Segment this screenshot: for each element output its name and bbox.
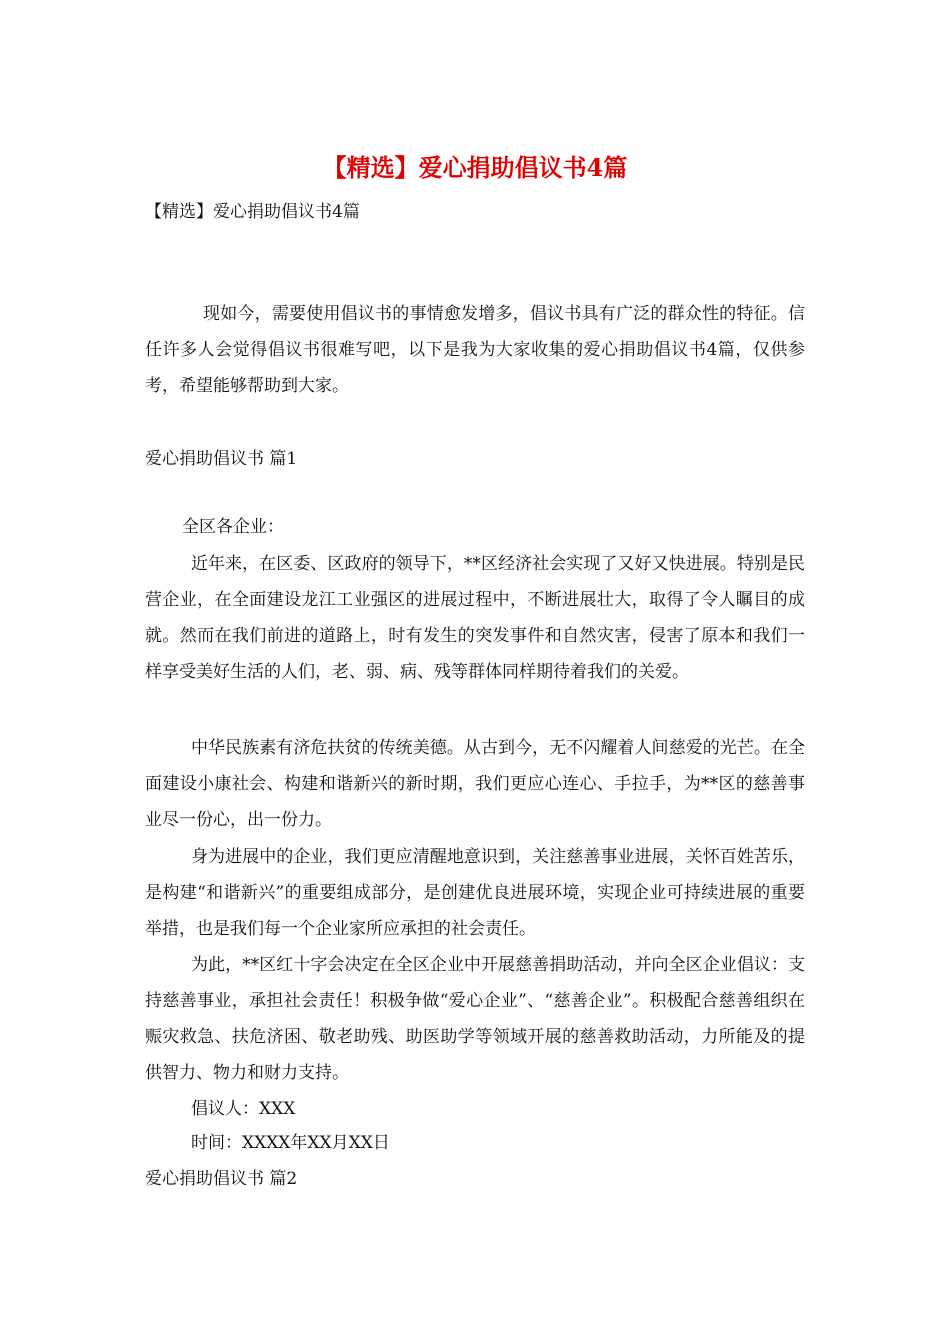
initiator-line: 倡议人：XXX [191,1099,296,1119]
body-paragraph-4: 为此，**区红十字会决定在全区企业中开展慈善捐助活动，并向全区企业倡议：支持慈善事业，承担社会责任！积极争做“爱心企业”、“慈善企业”。积极配合慈善组织在赈灾救急、扶危济困、敬老助残、助医助学等领域开展的慈善救助活动，力所能及的提供智力、物力和财力支持。 [145,955,805,1083]
document-title: 【精选】爱心捐助倡议书4篇 [322,153,628,182]
date-line: 时间：XXXX年XX月XX日 [191,1133,390,1153]
section-heading-1: 爱心捐助倡议书 篇1 [145,449,298,469]
intro-paragraph: 现如今，需要使用倡议书的事情愈发增多，倡议书具有广泛的群众性的特征。信任许多人会觉得倡议书很难写吧，以下是我为大家收集的爱心捐助倡议书4篇，仅供参考，希望能够帮助到大家。 [145,304,805,396]
salutation: 全区各企业： [182,517,284,537]
body-paragraph-2: 中华民族素有济危扶贫的传统美德。从古到今，无不闪耀着人间慈爱的光芒。在全面建设小康社会、构建和谐新兴的新时期，我们更应心连心、手拉手，为**区的慈善事业尽一份心，出一份力。 [145,738,805,830]
document-subtitle: 【精选】爱心捐助倡议书4篇 [145,202,360,222]
section-heading-2: 爱心捐助倡议书 篇2 [145,1169,298,1189]
body-paragraph-3: 身为进展中的企业，我们更应清醒地意识到，关注慈善事业进展，关怀百姓苦乐，是构建“和谐新兴”的重要组成部分，是创建优良进展环境，实现企业可持续进展的重要举措，也是我们每一个企业家所应承担的社会责任。 [145,847,805,939]
body-paragraph-1: 近年来，在区委、区政府的领导下，**区经济社会实现了又好又快进展。特别是民营企业，在全面建设龙江工业强区的进展过程中，不断进展壮大，取得了令人瞩目的成就。然而在我们前进的道路上，时有发生的突发事件和自然灾害，侵害了原本和我们一样享受美好生活的人们，老、弱、病、残等群体同样期待着我们的关爱。 [145,554,805,682]
